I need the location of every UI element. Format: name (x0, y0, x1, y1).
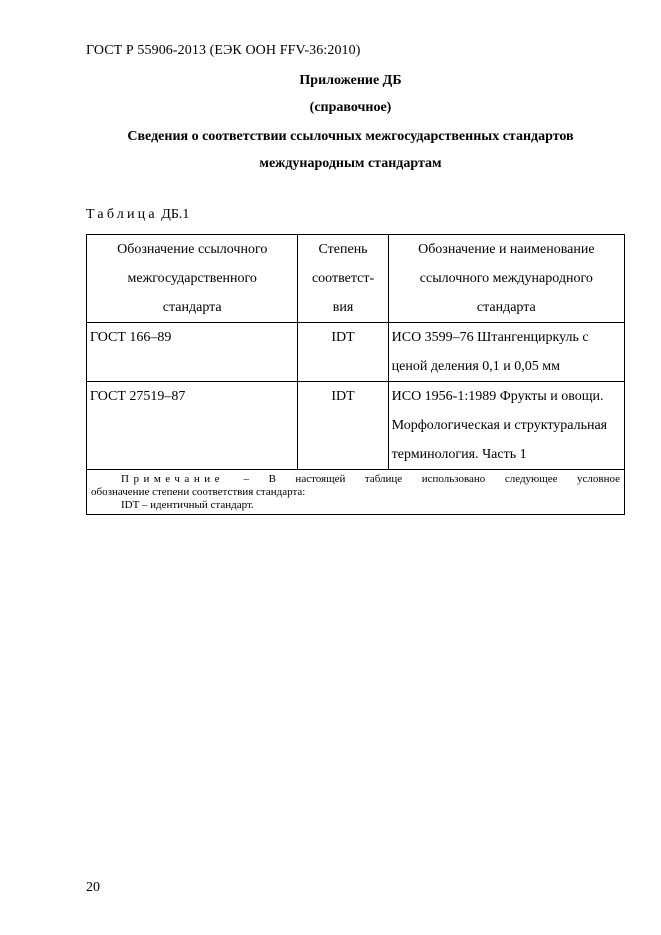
cell-degree: IDT (298, 382, 388, 470)
cell-standard: ГОСТ 166–89 (87, 323, 298, 382)
table-caption-prefix: Таблица (86, 207, 158, 222)
table-row (87, 382, 625, 470)
table-caption-number: ДБ.1 (161, 207, 190, 222)
document-header: ГОСТ Р 55906-2013 (ЕЭК ООН FFV-36:2010) (86, 43, 361, 58)
reference-standards-table (86, 234, 625, 515)
header-text: Степень (318, 242, 368, 257)
header-text: стандарта (476, 300, 536, 315)
note-line: IDT – идентичный стандарт. (121, 499, 254, 511)
header-text: ссылочного международного (419, 271, 593, 286)
cell-international: ИСО 3599–76 Штангенциркуль с ценой деления 0,1 и 0,05 мм (388, 323, 624, 382)
header-text: Обозначение ссылочного (117, 242, 268, 257)
note-lead: Примечание (121, 473, 224, 485)
annex-heading-line2: международным стандартам (259, 156, 442, 171)
annex-subtitle: (справочное) (309, 100, 392, 115)
table-note-row (87, 470, 625, 515)
page-number: 20 (86, 880, 100, 895)
cell-international: ИСО 1956-1:1989 Фрукты и овощи. Морфологическая и структуральная терминология. Часть 1 (388, 382, 624, 470)
header-text: межгосударственного (127, 271, 257, 286)
annex-title: Приложение ДБ (299, 73, 402, 88)
table-note (87, 470, 625, 515)
cell-degree: IDT (298, 323, 388, 382)
header-text: Обозначение и наименование (418, 242, 595, 257)
note-line (91, 473, 620, 486)
note-line: обозначение степени соответствия стандарта: (91, 486, 306, 498)
header-cell-international (388, 235, 624, 323)
header-cell-degree (298, 235, 388, 323)
header-cell-standard (87, 235, 298, 323)
header-text: стандарта (162, 300, 222, 315)
header-text: соответст- (311, 271, 375, 286)
table-row (87, 323, 625, 382)
note-text: – В настоящей таблице использовано следующее условное (243, 473, 621, 485)
cell-standard: ГОСТ 27519–87 (87, 382, 298, 470)
table-caption (86, 207, 189, 223)
header-text: вия (332, 300, 354, 315)
annex-heading-line1: Сведения о соответствии ссылочных межгосударственных стандартов (127, 129, 574, 144)
table-header-row (87, 235, 625, 323)
